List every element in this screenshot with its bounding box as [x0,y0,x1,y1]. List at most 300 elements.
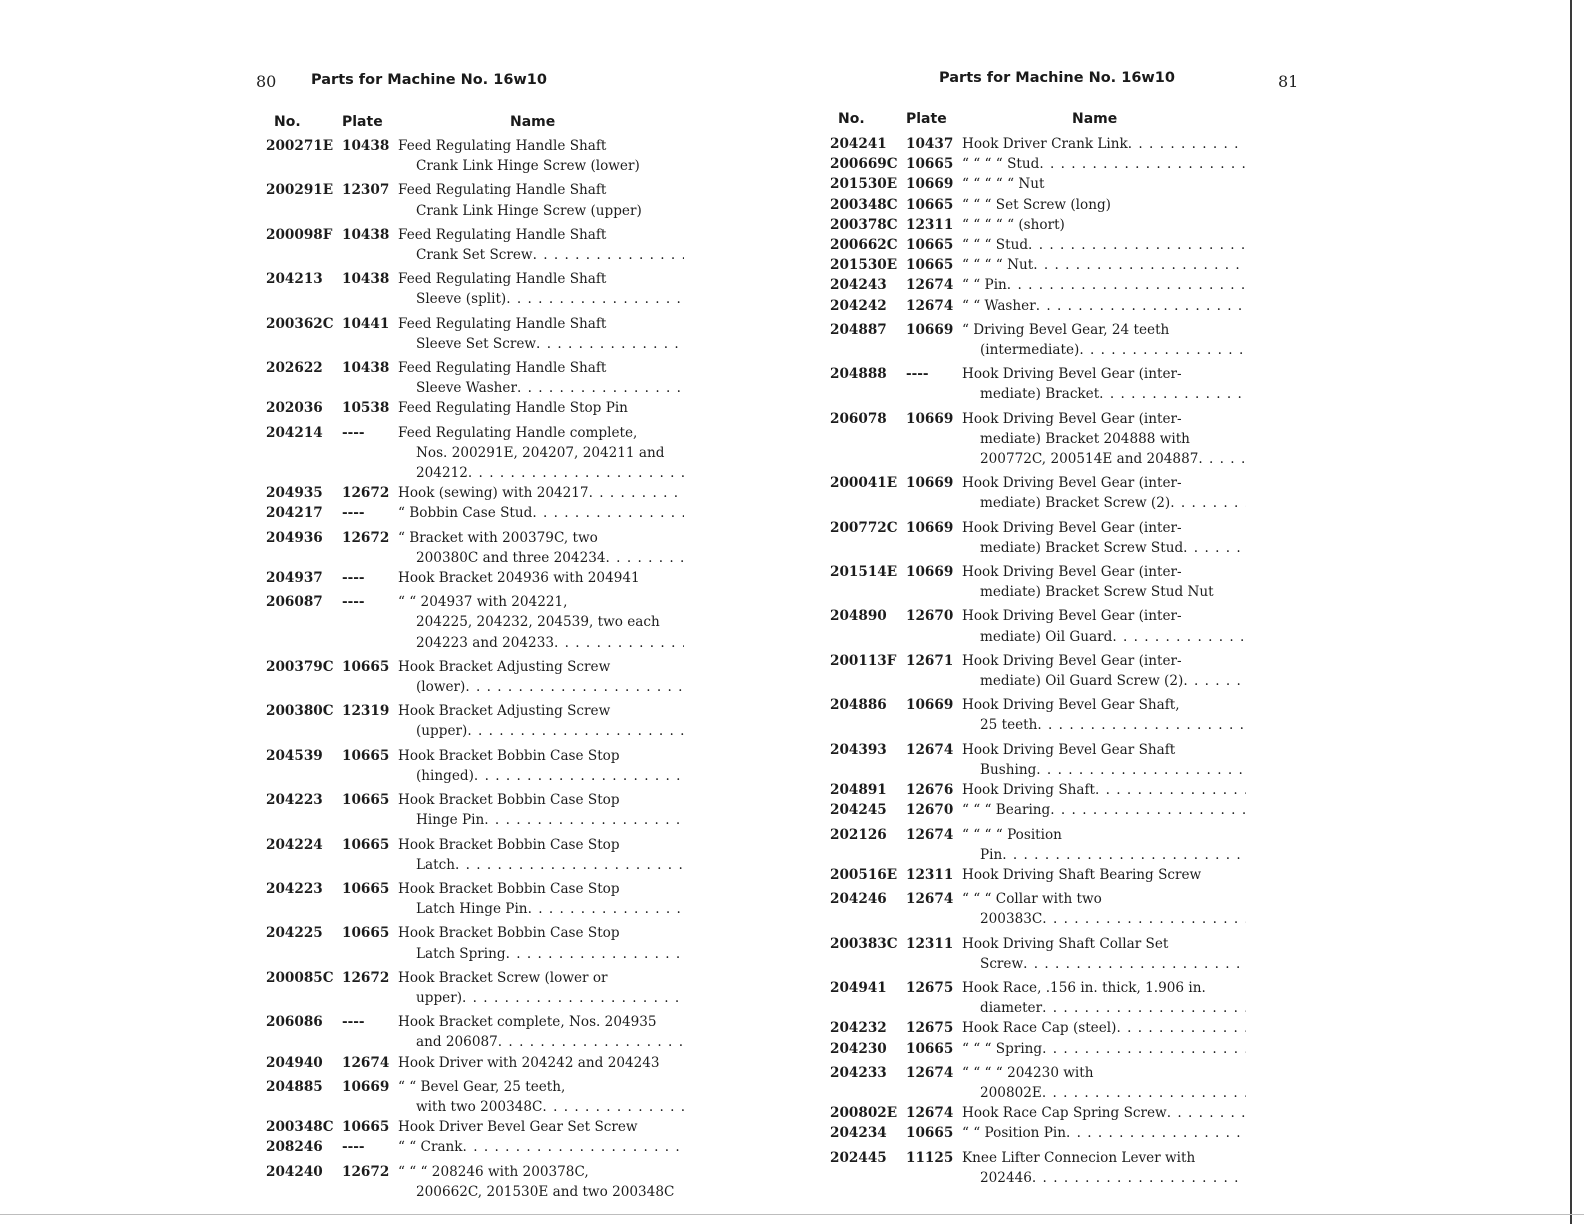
leader-dots [1037,715,1246,735]
part-name-text: (upper) [416,723,468,740]
part-name-text: Hook Driver Crank Link [962,136,1128,152]
parts-row [262,879,692,919]
column-header-no: No. [838,111,865,127]
part-number: 201514E [830,564,898,581]
parts-row [262,835,692,875]
part-name-line [962,320,1246,340]
part-name-text: “ “ “ Bearing [962,802,1051,819]
part-name-text: Hook Driving Shaft Collar Set [962,935,1169,952]
part-number: 200348C [266,1119,334,1136]
part-number: 208246 [266,1139,323,1156]
part-number: 200379C [266,658,334,675]
part-name-text: Hook Driving Shaft Bearing Screw [962,866,1202,883]
part-name-text: (intermediate) [980,342,1080,359]
part-name-text: Feed Regulating Handle Stop Pin [398,400,628,417]
leader-dots [533,245,684,265]
part-name [962,606,1246,646]
part-name-text: Feed Regulating Handle complete, [398,424,638,441]
leader-dots [1198,449,1246,469]
parts-row [262,1162,692,1202]
column-header-plate: Plate [342,114,383,130]
leader-dots [1036,760,1246,780]
leader-dots [474,766,684,786]
part-name-text: mediate) Bracket Screw Stud Nut [980,584,1214,601]
leader-dots [463,1137,684,1157]
parts-row [262,790,692,830]
part-name-text: (lower) [416,679,466,696]
part-name-line [398,225,684,245]
plate-number: 12670 [906,608,954,625]
parts-list [262,136,692,1202]
part-name-text: Hook Driving Bevel Gear (inter- [962,410,1182,427]
part-name [398,1012,684,1052]
part-number: 204241 [830,136,887,152]
part-name [398,358,684,398]
leader-dots [1183,538,1246,558]
part-name-line [398,269,684,289]
part-name-text: Hook Driving Bevel Gear (inter- [962,366,1182,383]
part-name [962,235,1246,255]
part-name-line [962,296,1246,316]
parts-row [826,1039,1256,1059]
leader-dots [1095,780,1246,800]
plate-number: ---- [906,366,929,383]
scan-bottom-line [0,1214,1584,1215]
part-name-line [962,627,1246,647]
part-name-line [398,612,684,632]
part-name-text: Hook Driving Bevel Gear (inter- [962,519,1182,536]
part-name [962,409,1246,470]
part-name-line [398,136,684,156]
plate-number: 12307 [342,182,390,199]
part-name-line [962,340,1246,360]
plate-number: 10441 [342,315,390,332]
leader-dots [1042,1083,1246,1103]
part-name-text: with two 200348C [416,1098,543,1115]
parts-row [262,923,692,963]
page-header: Parts for Machine No. 16w10 [939,70,1175,86]
part-name-line [962,715,1246,735]
parts-row [826,800,1256,820]
leader-dots [1066,1123,1246,1143]
part-name [962,651,1246,691]
part-name [398,746,684,786]
parts-row [826,235,1256,255]
part-number: 204935 [266,485,323,502]
part-name-line [398,835,684,855]
part-name-line [398,314,684,334]
part-name-line [398,810,684,830]
part-name-line [398,358,684,378]
part-name-line [962,215,1246,235]
part-number: 201530E [830,176,898,193]
part-name [962,780,1246,800]
part-name-line [398,1137,684,1157]
plate-number: 12676 [906,782,954,799]
leader-dots [1033,255,1246,275]
parts-row [826,1063,1256,1103]
part-name [398,503,684,523]
leader-dots [528,899,684,919]
part-name-text: and 206087 [416,1034,498,1051]
part-name-text: “ “ Pin [962,277,1007,294]
part-name-line [962,845,1246,865]
part-number: 204232 [830,1020,887,1037]
part-name-line [962,760,1246,780]
part-number: 206087 [266,594,323,611]
part-name-text: “ “ “ “ Stud [962,156,1040,173]
part-name-line [398,879,684,899]
part-name-line [962,865,1246,885]
plate-number: 10669 [342,1078,390,1095]
plate-number: 10665 [342,836,390,853]
part-name-line [962,740,1246,760]
part-name-text: Sleeve Set Screw [416,335,537,352]
part-name-text: Nos. 200291E, 204207, 204211 and [416,444,665,461]
part-name-text: “ “ “ “ 204230 with [962,1064,1094,1081]
parts-row [826,780,1256,800]
part-name [962,364,1246,404]
part-name-text: (hinged) [416,767,474,784]
plate-number: 10538 [342,400,390,417]
part-number: 206078 [830,410,887,427]
part-number: 204891 [830,782,887,799]
part-number: 204887 [830,321,887,338]
part-name-line [962,780,1246,800]
plate-number: 10665 [906,257,954,274]
part-name-text: 204212 [416,465,468,482]
plate-number: ---- [342,1139,365,1156]
part-number: 204223 [266,880,323,897]
part-name-text: Pin [980,846,1003,863]
part-name-text: Hook Race Cap Spring Screw [962,1105,1167,1122]
leader-dots [542,1097,684,1117]
part-name-text: Hook Driving Bevel Gear (inter- [962,475,1182,492]
plate-number: ---- [342,570,365,587]
leader-dots [506,944,684,964]
plate-number: 10665 [342,747,390,764]
plate-number: 11125 [906,1149,954,1166]
parts-row [826,255,1256,275]
part-number: 204213 [266,271,323,288]
parts-row [826,562,1256,602]
parts-row [262,314,692,354]
part-name [962,889,1246,929]
part-name-line [398,334,684,354]
part-name [962,1039,1246,1059]
part-name-line [962,473,1246,493]
plate-number: 10669 [906,176,954,193]
part-name [398,1162,684,1202]
part-name-text: Crank Set Screw [416,247,533,264]
parts-row [262,1137,692,1157]
part-number: 200772C [830,519,898,536]
part-number: 204941 [830,979,887,996]
part-name-line [962,671,1246,691]
part-number: 204539 [266,747,323,764]
part-name-text: Hook Bracket Adjusting Screw [398,703,611,720]
page-edge-line [1570,0,1572,1224]
parts-row [826,154,1256,174]
part-name [962,800,1246,820]
part-name-line [962,651,1246,671]
parts-row [826,978,1256,1018]
leader-dots [1028,235,1246,255]
part-number: 200085C [266,969,334,986]
parts-row [262,136,692,176]
column-header-name: Name [1072,111,1118,127]
parts-row [826,195,1256,215]
part-name-text: Knee Lifter Connecion Lever with [962,1149,1196,1166]
leader-dots [1167,1103,1246,1123]
leader-dots [1032,1168,1246,1188]
plate-number: 10665 [906,1125,954,1142]
part-name-line [962,1039,1246,1059]
plate-number: 10669 [906,475,954,492]
part-number: 204885 [266,1078,323,1095]
part-name-line [398,1117,684,1137]
leader-dots [506,289,684,309]
part-name-line [398,1077,684,1097]
plate-number: 12674 [342,1054,390,1071]
parts-row [262,423,692,484]
parts-row [826,174,1256,194]
part-name-text: 200772C, 200514E and 204887 [980,451,1199,468]
parts-row [262,592,692,653]
part-name-line [398,201,684,221]
plate-number: 12674 [906,1064,954,1081]
part-number: 200669C [830,156,898,173]
plate-number: 12674 [906,1105,954,1122]
plate-number: 12311 [906,866,954,883]
part-name-line [398,1097,684,1117]
parts-row [262,358,692,398]
part-name-text: 200662C, 201530E and two 200348C [416,1183,675,1200]
part-number: 202126 [830,826,887,843]
part-name-line [962,825,1246,845]
parts-row [262,225,692,265]
part-name [398,879,684,919]
part-name-text: Hook Driving Shaft [962,782,1095,799]
page-number: 81 [1278,72,1299,91]
part-name [398,701,684,741]
part-name-line [398,1162,684,1182]
leader-dots [484,810,684,830]
plate-number: ---- [342,594,365,611]
part-name-text: Feed Regulating Handle Shaft [398,360,607,377]
part-name-text: Hook Bracket Bobbin Case Stop [398,836,620,853]
leader-dots [1170,493,1246,513]
part-number: 204245 [830,802,887,819]
part-name-line [962,889,1246,909]
part-name-line [398,528,684,548]
part-name [398,180,684,220]
part-name-text: upper) [416,989,463,1006]
part-name [398,1077,684,1117]
part-name-text: Crank Link Hinge Screw (upper) [416,202,642,219]
part-number: 204888 [830,366,887,383]
parts-row [262,528,692,568]
parts-row [826,889,1256,929]
parts-row [826,296,1256,316]
parts-row [262,503,692,523]
part-name-text: 200383C [980,911,1043,928]
plate-number: 10665 [342,1119,390,1136]
part-name-line [962,562,1246,582]
part-name [962,215,1246,235]
part-name-line [962,1018,1246,1038]
leader-dots [1002,845,1246,865]
parts-row [262,1117,692,1137]
part-name [398,1053,684,1073]
part-number: 204242 [830,297,887,314]
part-name-line [962,174,1246,194]
part-number: 206086 [266,1014,323,1031]
parts-row [826,364,1256,404]
part-name [962,275,1246,295]
part-number: 204233 [830,1064,887,1081]
part-name-line [962,429,1246,449]
part-number: 204223 [266,792,323,809]
leader-dots [1023,954,1246,974]
part-name-text: 25 teeth [980,717,1038,734]
parts-list [826,134,1256,1188]
plate-number: 12674 [906,297,954,314]
part-name-line [962,154,1246,174]
part-name [398,968,684,1008]
part-name [398,314,684,354]
part-number: 200113F [830,652,897,669]
plate-number: 10438 [342,360,390,377]
part-name-text: “ “ 204937 with 204221, [398,594,568,611]
part-name-line [962,1063,1246,1083]
part-name-text: Hook Bracket Bobbin Case Stop [398,880,620,897]
part-name-line [398,443,684,463]
part-name-text: Hook Bracket Screw (lower or [398,969,608,986]
plate-number: 10665 [906,1040,954,1057]
part-name-line [962,934,1246,954]
parts-row [826,651,1256,691]
part-name [962,195,1246,215]
part-number: 202445 [830,1149,887,1166]
part-name-text: Latch Hinge Pin [416,901,528,918]
part-name-text: Bushing [980,761,1037,778]
part-name-line [962,275,1246,295]
part-number: 200041E [830,475,898,492]
column-header-name: Name [510,114,556,130]
part-name-text: Hook Driving Bevel Gear Shaft, [962,697,1180,714]
part-name [962,1148,1246,1188]
part-name-line [962,695,1246,715]
leader-dots [1042,909,1246,929]
part-name-line [398,1182,684,1202]
part-name-text: Feed Regulating Handle Shaft [398,182,607,199]
part-name-text: Feed Regulating Handle Shaft [398,226,607,243]
plate-number: 12672 [342,969,390,986]
part-number: 202036 [266,400,323,417]
part-number: 200516E [830,866,898,883]
plate-number: 12311 [906,216,954,233]
part-name-text: Hook Bracket Bobbin Case Stop [398,792,620,809]
parts-row [262,1012,692,1052]
part-name-text: 200802E [980,1084,1042,1101]
part-name [962,518,1246,558]
part-number: 204936 [266,529,323,546]
column-header-plate: Plate [906,111,947,127]
part-name-text: mediate) Bracket Screw (2) [980,495,1171,512]
part-name-line [962,606,1246,626]
parts-row [262,269,692,309]
part-number: 204886 [830,697,887,714]
leader-dots [1128,134,1246,154]
parts-row [826,695,1256,735]
part-name-text: “ “ “ Collar with two [962,891,1102,908]
part-name-line [398,790,684,810]
page-number: 80 [256,72,277,91]
part-name [962,740,1246,780]
parts-row [826,320,1256,360]
leader-dots [1042,1039,1246,1059]
part-name [962,825,1246,865]
part-name-text: diameter [980,1000,1043,1017]
part-name-text: “ “ Washer [962,297,1036,314]
part-name-line [398,548,684,568]
part-name [398,269,684,309]
part-name-line [962,538,1246,558]
part-number: 200291E [266,182,334,199]
part-name [398,1137,684,1157]
plate-number: 10665 [342,792,390,809]
part-number: 204240 [266,1163,323,1180]
leader-dots [465,677,684,697]
part-name-text: “ Bracket with 200379C, two [398,529,598,546]
leader-dots [536,334,684,354]
parts-row [262,657,692,697]
part-name-line [398,398,684,418]
part-name-line [398,633,684,653]
part-name-line [962,998,1246,1018]
part-name-line [962,384,1246,404]
plate-number: ---- [342,1014,365,1031]
part-name-line [962,582,1246,602]
part-name-line [962,1123,1246,1143]
part-name-line [398,657,684,677]
part-name-text: “ “ Position Pin [962,1125,1066,1142]
plate-number: 12674 [906,277,954,294]
parts-row [262,1077,692,1117]
part-name-line [962,195,1246,215]
plate-number: ---- [342,424,365,441]
plate-number: 10438 [342,138,390,154]
part-name [962,134,1246,154]
part-name-text: 202446 [980,1169,1032,1186]
part-name [962,934,1246,974]
part-name-line [398,944,684,964]
part-name-line [398,766,684,786]
part-name [398,657,684,697]
leader-dots [455,855,684,875]
leader-dots [1079,340,1246,360]
plate-number: 12674 [906,826,954,843]
leader-dots [467,721,684,741]
parts-row [826,934,1256,974]
part-name-line [398,988,684,1008]
leader-dots [1116,1018,1246,1038]
part-number: 200378C [830,216,898,233]
part-name [962,174,1246,194]
part-name [962,695,1246,735]
part-name-line [962,800,1246,820]
